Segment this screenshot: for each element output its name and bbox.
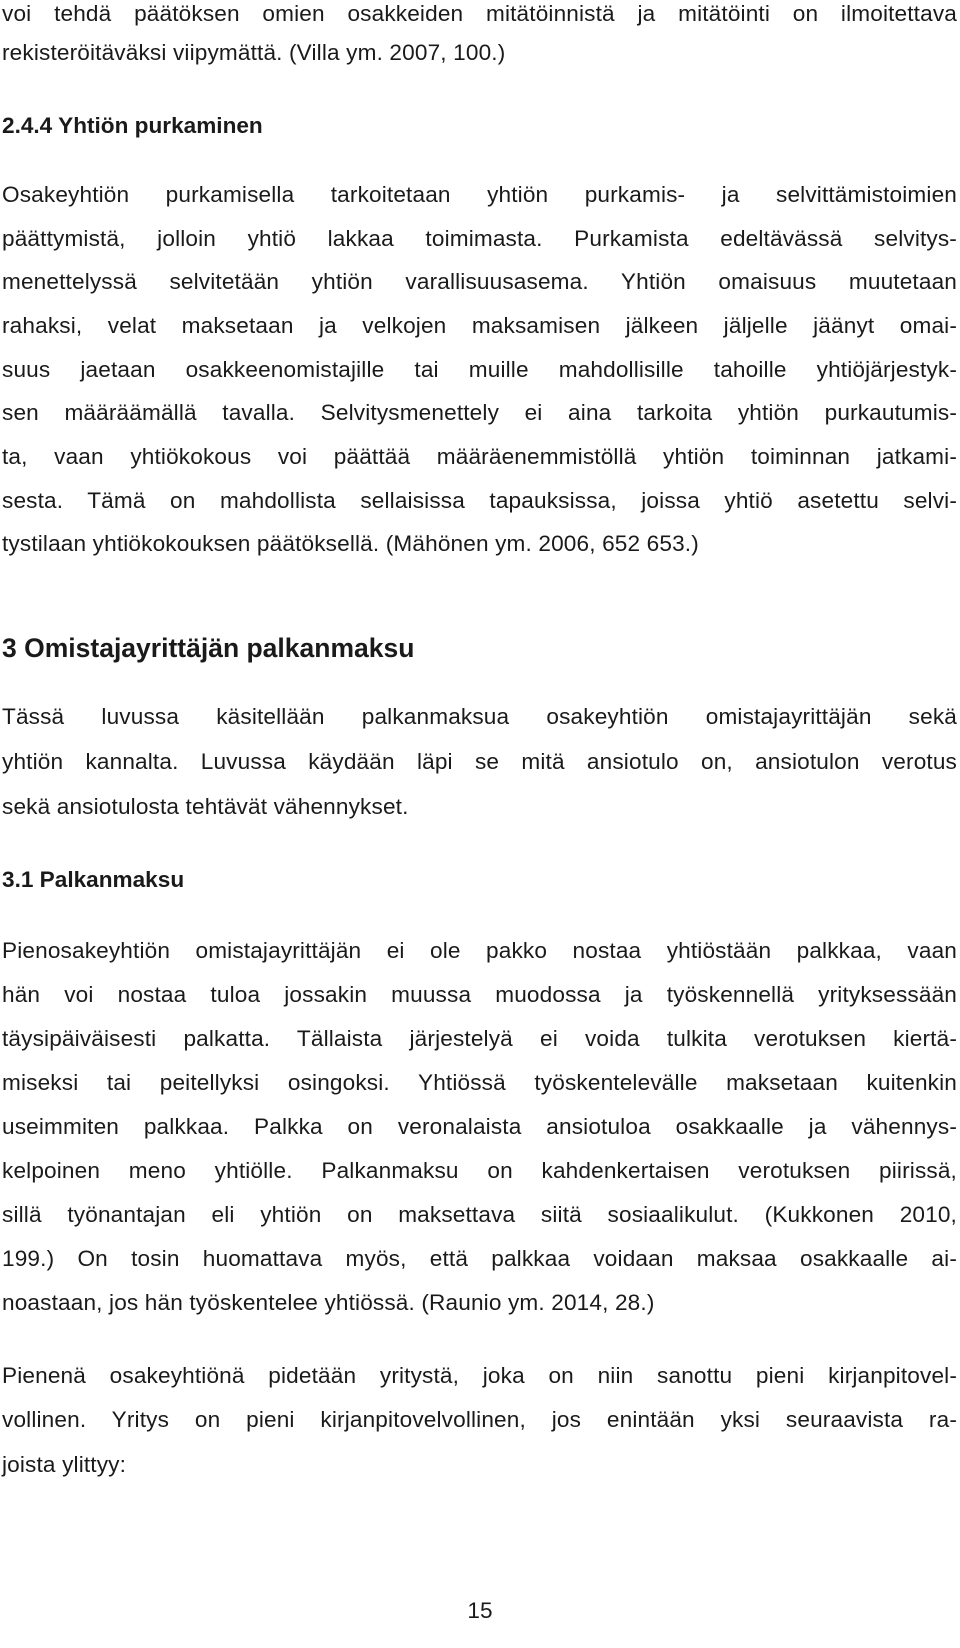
body-text-line: sen määräämällä tavalla. Selvitysmenettely ei aina tarkoita yhtiön purkautumis- [2, 400, 957, 425]
chapter-heading: 3 Omistajayrittäjän palkanmaksu [2, 633, 415, 663]
body-text-line: noastaan, jos hän työskentelee yhtiössä. (Raunio ym. 2014, 28.) [2, 1290, 655, 1315]
page-number: 15 [467, 1598, 493, 1623]
body-text-line: sekä ansiotulosta tehtävät vähennykset. [2, 794, 409, 819]
body-text-line: 199.) On tosin huomattava myös, että palkkaa voidaan maksaa osakkaalle ai- [2, 1246, 957, 1271]
body-text-line: rahaksi, velat maksetaan ja velkojen maksamisen jälkeen jäljelle jäänyt omai- [2, 313, 957, 338]
body-text-line: joista ylittyy: [2, 1452, 127, 1477]
body-text-line: rekisteröitäväksi viipymättä. (Villa ym. 2007, 100.) [2, 40, 506, 65]
body-text-line: yhtiön kannalta. Luvussa käydään läpi se mitä ansiotulo on, ansiotulon verotus [2, 749, 957, 774]
body-text-line: kelpoinen meno yhtiölle. Palkanmaksu on kahdenkertaisen verotuksen piirissä, [2, 1158, 957, 1183]
body-text-line: sillä työnantajan eli yhtiön on maksettava siitä sosiaalikulut. (Kukkonen 2010, [2, 1202, 957, 1227]
body-text-line: täysipäiväisesti palkatta. Tällaista järjestelyä ei voida tulkita verotuksen kiertä- [2, 1026, 957, 1051]
body-text-line: menettelyssä selvitetään yhtiön varallisuusasema. Yhtiön omaisuus muutetaan [2, 269, 957, 294]
body-text-line: suus jaetaan osakkeenomistajille tai muille mahdollisille tahoille yhtiöjärjestyk- [2, 357, 957, 382]
body-text-line: Pienosakeyhtiön omistajayrittäjän ei ole pakko nostaa yhtiöstään palkkaa, vaan [2, 938, 957, 963]
section-heading: 2.4.4 Yhtiön purkaminen [2, 113, 263, 138]
body-text-line: miseksi tai peitellyksi osingoksi. Yhtiössä työskentelevälle maksetaan kuitenkin [2, 1070, 957, 1095]
body-text-line: voi tehdä päätöksen omien osakkeiden mitätöinnistä ja mitätöinti on ilmoitettava [2, 1, 957, 26]
body-text-line: vollinen. Yritys on pieni kirjanpitovelvollinen, jos enintään yksi seuraavista ra- [2, 1407, 957, 1432]
body-text-line: ta, vaan yhtiökokous voi päättää määräenemmistöllä yhtiön toiminnan jatkami- [2, 444, 957, 469]
body-text-line: tystilaan yhtiökokouksen päätöksellä. (Mähönen ym. 2006, 652 653.) [2, 531, 699, 556]
body-text-line: Osakeyhtiön purkamisella tarkoitetaan yhtiön purkamis- ja selvittämistoimien [2, 182, 957, 207]
section-heading: 3.1 Palkanmaksu [2, 867, 185, 892]
body-text-line: sesta. Tämä on mahdollista sellaisissa tapauksissa, joissa yhtiö asetettu selvi- [2, 488, 957, 513]
body-text-line: Tässä luvussa käsitellään palkanmaksua osakeyhtiön omistajayrittäjän sekä [2, 704, 957, 729]
body-text-line: useimmiten palkkaa. Palkka on veronalaista ansiotuloa osakkaalle ja vähennys- [2, 1114, 957, 1139]
body-text-line: hän voi nostaa tuloa jossakin muussa muodossa ja työskennellä yrityksessään [2, 982, 957, 1007]
body-text-line: päättymistä, jolloin yhtiö lakkaa toimimasta. Purkamista edeltävässä selvitys- [2, 226, 957, 251]
body-text-line: Pienenä osakeyhtiönä pidetään yritystä, joka on niin sanottu pieni kirjanpitovel- [2, 1363, 957, 1388]
